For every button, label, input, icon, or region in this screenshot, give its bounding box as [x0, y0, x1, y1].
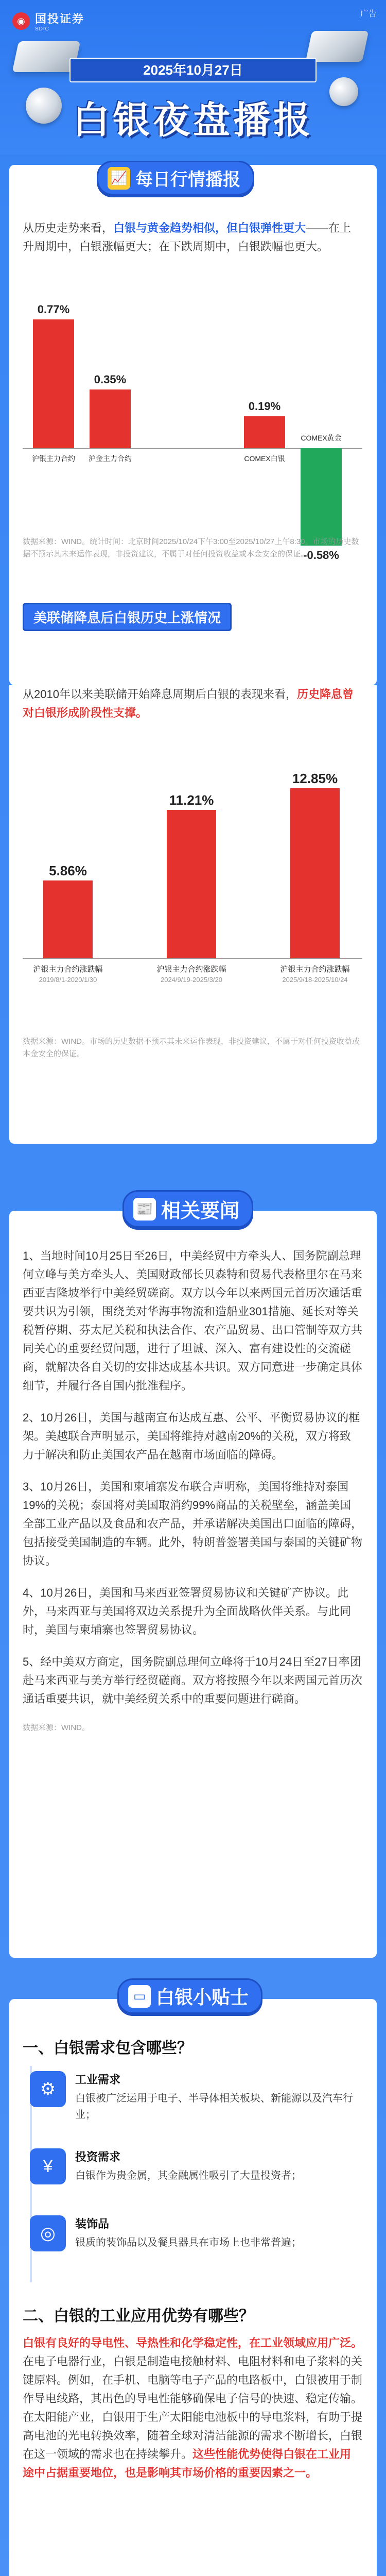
investment-icon: ¥	[30, 2148, 66, 2184]
chart-bar	[290, 788, 340, 958]
tips-q2: 二、白银的工业应用优势有哪些？	[23, 2308, 254, 2325]
newspaper-icon: 📰	[133, 1198, 156, 1221]
ad-label: 广告	[360, 10, 377, 19]
brand-name: 国投证券	[35, 12, 85, 25]
tips-text: 白银有良好的导电性、导热性和化学稳定性，在工业领域应用广泛。在电子电器行业，白银是制造电接触材料、电阻材料和电子浆料的关键原料。例如，在手机、电脑等电子产品的电路板中，白银被用于制作导电线路，其出色的导电性能够确保电子信号的快速、稳定传输。在太阳能产业，白银用于生产太阳能电池板中的导电浆料，有助于提高电池的光电转换效率，随着全球对清洁能源的需求不断增长，白银在这一领域的需求也在持续攀升。这些性能优势使得白银在工业用途中占据重要地位，也是影响其市场价格的重要因素之一。	[23, 2336, 363, 2479]
chart-value-label: 0.77%	[37, 302, 70, 316]
header-banner	[0, 0, 386, 155]
history-source: 数据来源：WIND。市场的历史数据不预示其未来运作表现，非投资建议，不属于对任何投资收益或本金安全的保证。	[23, 1037, 360, 1058]
chart-period-label: 2019/8/1-2020/1/30	[39, 976, 97, 984]
brand-mark-icon: ◉	[12, 12, 30, 30]
silver-ingot-icon	[306, 31, 369, 62]
chart-category-label: 沪银主力合约涨跌幅	[280, 965, 350, 974]
news-item-2: 2、10月26日，美国与越南宣布达成互惠、公平、平衡贸易协议的框架。美越联合声明显示，美国将维持对越南20%的关税，双方将致力于解决和防止美国农产品在越南市场面临的障碍。	[23, 1411, 360, 1461]
chart-bar	[167, 810, 216, 958]
chart-bar	[244, 416, 285, 448]
chart-category-label: 沪银主力合约	[32, 454, 75, 463]
jewelry-icon: ◎	[30, 2215, 66, 2251]
daily-source: 数据来源：WIND。统计时间：北京时间2025/10/24下午3:00至2025/10/27上午8:30。市场的历史数据不预示其未来运作表现，非投资建议，不属于对任何投资收益或本金安全的保证。	[23, 537, 359, 558]
chart-category-label: COMEX黄金	[301, 434, 342, 442]
news-item-5: 5、经中美双方商定，国务院副总理何立峰将于10月24日至27日率团赴马来西亚与美方举行经贸磋商。双方将按照今年以来两国元首历次通话重要共识，就中美经贸关系中的重要问题进行磋商。	[23, 1655, 363, 1705]
news-item-3: 3、10月26日，美国和柬埔寨发布联合声明称，美国将维持对泰国19%的关税；泰国将对美国取消约99%商品的关税壁垒，涵盖美国全部工业产品以及食品和农产品，并承诺解决美国出口面临的障碍，包括接受美国制造的车辆。此外，特朗普签署美国与泰国的关键矿物协议。	[23, 1480, 363, 1567]
report-date: 2025年10月27日	[69, 58, 317, 82]
tips-q1: 一、白银需求包含哪些？	[23, 2040, 192, 2057]
chart-bar	[33, 319, 74, 448]
daily-market-heading: 📈 每日行情播报	[97, 161, 254, 195]
chart-value-label: 11.21%	[169, 792, 214, 808]
chart-value-label: 5.86%	[49, 863, 87, 879]
chart-bar	[90, 389, 131, 448]
chart-category-label: COMEX白银	[244, 454, 285, 463]
chart-value-label: 0.19%	[248, 400, 281, 413]
chart-category-label: 沪银主力合约涨跌幅	[33, 965, 103, 974]
chart-category-label: 沪银主力合约涨跌幅	[156, 965, 226, 974]
chart-value-label: 0.35%	[94, 373, 127, 386]
chart-baseline	[23, 958, 362, 959]
chart-up-icon: 📈	[108, 167, 130, 190]
brand-logo[interactable]	[12, 10, 84, 32]
industrial-icon: ⚙	[30, 2071, 66, 2107]
use-industrial: ⚙ 工业需求 白银被广泛运用于电子、半导体相关板块、新能源以及汽车行业；	[30, 2071, 359, 2123]
chart-period-label: 2025/9/18-2025/10/24	[282, 976, 348, 984]
news-heading: 📰 相关要闻	[122, 1190, 253, 1228]
history-heading: 美联储降息后白银历史上涨情况	[23, 603, 232, 631]
daily-market-text: 从历史走势来看，白银与黄金趋势相似，但白银弹性更大——在上升周期中，白银涨幅更大；在下跌周期中，白银跌幅也更大。	[23, 222, 352, 253]
tips-card	[9, 1987, 377, 2576]
use-investment: ¥ 投资需求 白银作为贵金属，其金融属性吸引了大量投资者；	[30, 2148, 359, 2184]
history-chart	[23, 742, 362, 1020]
silver-bar-icon: ▭	[128, 1985, 151, 2008]
chart-category-label: 沪金主力合约	[89, 454, 132, 463]
tips-heading: ▭ 白银小贴士	[117, 1978, 262, 2014]
history-text: 从2010年以来美联储开始降息周期后白银的表现来看，历史降息曾对白银形成阶段性支撑。	[23, 688, 354, 719]
chart-bar	[301, 448, 342, 546]
chart-bar	[43, 880, 93, 958]
news-source: 数据来源：WIND。	[23, 1723, 90, 1732]
chart-value-label: -0.58%	[303, 548, 339, 562]
daily-market-card	[9, 165, 377, 685]
news-item-1: 1、当地时间10月25日至26日，中美经贸中方牵头人、国务院副总理何立峰与美方牵头人、美国财政部长贝森特和贸易代表格里尔在马来西亚吉隆坡举行中美经贸磋商。双方以今年以来两国元首历次通话重要共识为引领，围绕美对华海事物流和造船业301措施、延长对等关税暂停期、芬太尼关税和执法合作、农产品贸易、出口管制等双方共同关心的重要经贸问题，进行了坦诚、深入、富有建设性的交流磋商，就解决各自关切的安排达成基本共识。双方同意进一步确定具体细节，并履行各自国内批准程序。	[23, 1249, 363, 1392]
news-item-4: 4、10月26日，美国和马来西亚签署贸易协议和关键矿产协议。此外，马来西亚与美国将双边关系提升为全面战略伙伴关系。与此同时，美国与柬埔寨也签署贸易协议。	[23, 1586, 352, 1636]
use-jewelry: ◎ 装饰品 银质的装饰品以及餐具器具在市场上也非常普遍；	[30, 2215, 359, 2251]
chart-value-label: 12.85%	[292, 770, 338, 786]
history-card	[9, 685, 377, 1144]
news-list	[23, 1247, 362, 1734]
brand-sub: SDIC	[35, 26, 49, 32]
page-title: 白银夜盘播报	[72, 100, 313, 141]
news-card	[9, 1200, 377, 1958]
chart-period-label: 2024/9/19-2025/3/20	[161, 976, 222, 984]
